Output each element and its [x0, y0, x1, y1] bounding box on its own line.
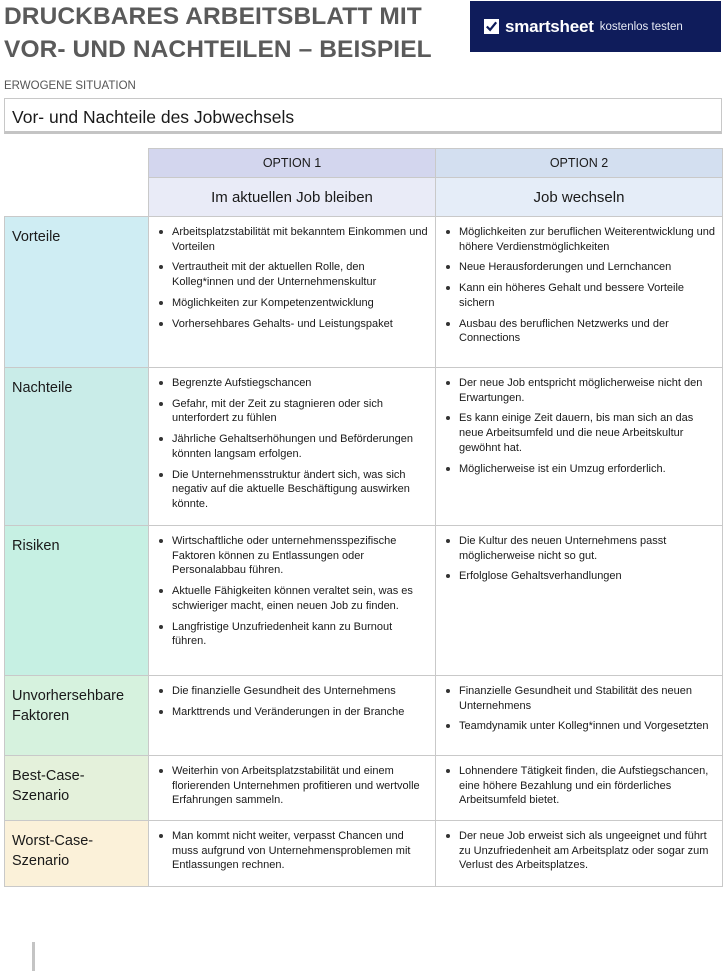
- list-item: Möglichkeiten zur beruflichen Weiterentwicklung und höhere Verdienstmöglichkeiten: [444, 225, 716, 254]
- smartsheet-check-icon: [484, 19, 499, 34]
- row-vorteile: [5, 217, 723, 368]
- smartsheet-banner[interactable]: [470, 1, 721, 52]
- option-1-cell[interactable]: [149, 217, 436, 368]
- option-2-cell[interactable]: [436, 368, 723, 526]
- list-item: Möglicherweise ist ein Umzug erforderlich.: [444, 462, 716, 477]
- row-nachteile: [5, 368, 723, 526]
- list-item: Wirtschaftliche oder unternehmensspezifische Faktoren können zu Entlassungen oder Personalabbau führen.: [157, 534, 429, 578]
- bullet-list: [157, 829, 429, 873]
- option-2-header: OPTION 2: [436, 149, 723, 178]
- list-item: Kann ein höheres Gehalt und bessere Vorteile sichern: [444, 281, 716, 310]
- row-label: Unvorhersehbare Faktoren: [5, 676, 149, 756]
- option-1-cell[interactable]: [149, 676, 436, 756]
- row-label: Nachteile: [5, 368, 149, 526]
- bullet-list: [157, 534, 429, 649]
- row-label: Risiken: [5, 526, 149, 676]
- option-2-cell[interactable]: [436, 756, 723, 821]
- row-label: Worst-Case-Szenario: [5, 821, 149, 887]
- list-item: Erfolglose Gehaltsverhandlungen: [444, 569, 716, 584]
- option-2-cell[interactable]: [436, 676, 723, 756]
- bullet-list: [444, 376, 716, 476]
- list-item: Gefahr, mit der Zeit zu stagnieren oder sich unterfordert zu fühlen: [157, 397, 429, 426]
- list-item: Neue Herausforderungen und Lernchancen: [444, 260, 716, 275]
- list-item: Möglichkeiten zur Kompetenzentwicklung: [157, 296, 429, 311]
- bullet-list: [157, 764, 429, 808]
- option-2-cell[interactable]: [436, 526, 723, 676]
- row-label: Vorteile: [5, 217, 149, 368]
- corner-blank-2: [5, 178, 149, 217]
- list-item: Vorhersehbares Gehalts- und Leistungspaket: [157, 317, 429, 332]
- list-item: Die Unternehmensstruktur ändert sich, was sich negativ auf die aktuelle Beschäftigung auswirken könnte.: [157, 468, 429, 512]
- option-1-cell[interactable]: [149, 821, 436, 887]
- option-2-name[interactable]: Job wechseln: [436, 178, 723, 217]
- row-worst-case-szenario: [5, 821, 723, 887]
- list-item: Die finanzielle Gesundheit des Unternehmens: [157, 684, 429, 699]
- pros-cons-table: [4, 148, 723, 887]
- list-item: Jährliche Gehaltserhöhungen und Beförderungen könnten langsam erfolgen.: [157, 432, 429, 461]
- list-item: Der neue Job entspricht möglicherweise nicht den Erwartungen.: [444, 376, 716, 405]
- list-item: Markttrends und Veränderungen in der Branche: [157, 705, 429, 720]
- option-1-cell[interactable]: [149, 526, 436, 676]
- bullet-list: [444, 534, 716, 584]
- bullet-list: [444, 764, 716, 808]
- bullet-list: [444, 684, 716, 734]
- list-item: Arbeitsplatzstabilität mit bekanntem Einkommen und Vorteilen: [157, 225, 429, 254]
- option-1-name[interactable]: Im aktuellen Job bleiben: [149, 178, 436, 217]
- list-item: Die Kultur des neuen Unternehmens passt möglicherweise nicht so gut.: [444, 534, 716, 563]
- row-label: Best-Case-Szenario: [5, 756, 149, 821]
- row-best-case-szenario: [5, 756, 723, 821]
- list-item: Begrenzte Aufstiegschancen: [157, 376, 429, 391]
- list-item: Der neue Job erweist sich als ungeeignet und führt zu Unzufriedenheit am Arbeitsplatz oder sogar zum Verlust des Arbeitsplatzes.: [444, 829, 716, 873]
- list-item: Ausbau des beruflichen Netzwerks und der Connections: [444, 317, 716, 346]
- brand-name: smartsheet: [505, 16, 594, 36]
- page-title-line-1: DRUCKBARES ARBEITSBLATT MIT: [4, 3, 422, 30]
- row-unvorhersehbare-faktoren: [5, 676, 723, 756]
- option-2-cell[interactable]: [436, 821, 723, 887]
- list-item: Teamdynamik unter Kolleg*innen und Vorgesetzten: [444, 719, 716, 734]
- list-item: Weiterhin von Arbeitsplatzstabilität und einem florierenden Unternehmen profitieren und wertvolle Erfahrungen sammeln.: [157, 764, 429, 808]
- bullet-list: [444, 829, 716, 873]
- bullet-list: [157, 225, 429, 331]
- list-item: Man kommt nicht weiter, verpasst Chancen und muss aufgrund von Unternehmensproblemen mit Entlassungen rechnen.: [157, 829, 429, 873]
- list-item: Finanzielle Gesundheit und Stabilität des neuen Unternehmens: [444, 684, 716, 713]
- free-trial-link[interactable]: kostenlos testen: [599, 20, 683, 33]
- option-2-cell[interactable]: [436, 217, 723, 368]
- list-item: Vertrautheit mit der aktuellen Rolle, den Kolleg*innen und der Unternehmenskultur: [157, 260, 429, 289]
- footer-bar: [32, 942, 35, 971]
- comparison-rows: [5, 217, 723, 887]
- bullet-list: [157, 684, 429, 719]
- list-item: Langfristige Unzufriedenheit kann zu Burnout führen.: [157, 620, 429, 649]
- corner-blank: [5, 149, 149, 178]
- situation-label: ERWOGENE SITUATION: [4, 80, 136, 92]
- option-1-cell[interactable]: [149, 756, 436, 821]
- page-title: [4, 0, 454, 66]
- situation-field[interactable]: Vor- und Nachteile des Jobwechsels: [4, 98, 722, 134]
- list-item: Es kann einige Zeit dauern, bis man sich an das neue Arbeitsumfeld und die neue Arbeitskultur gewöhnt hat.: [444, 411, 716, 455]
- page-title-line-2: VOR- UND NACHTEILEN – BEISPIEL: [4, 36, 432, 63]
- row-risiken: [5, 526, 723, 676]
- option-1-header: OPTION 1: [149, 149, 436, 178]
- bullet-list: [157, 376, 429, 512]
- bullet-list: [444, 225, 716, 346]
- list-item: Aktuelle Fähigkeiten können veraltet sein, was es schwieriger macht, einen neuen Job zu finden.: [157, 584, 429, 613]
- option-1-cell[interactable]: [149, 368, 436, 526]
- list-item: Lohnendere Tätigkeit finden, die Aufstiegschancen, eine höhere Bezahlung und ein förderliches Arbeitsumfeld bietet.: [444, 764, 716, 808]
